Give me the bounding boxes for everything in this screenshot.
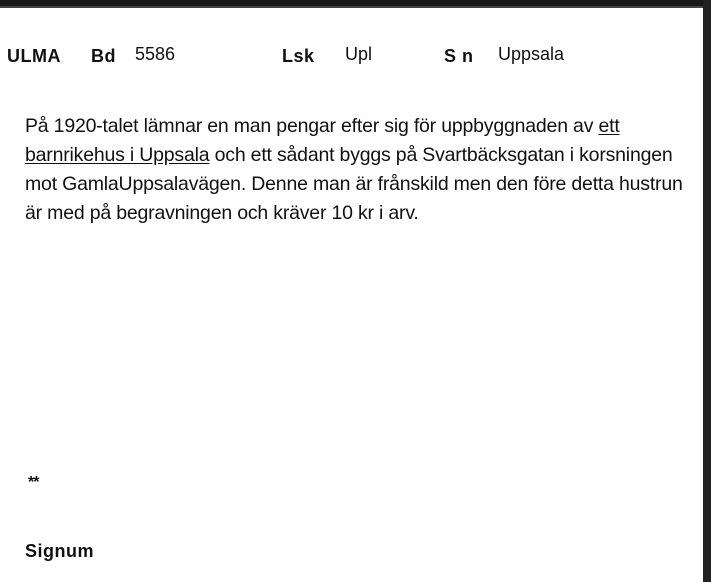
bd-value: 5586 [135,44,176,64]
archive-card [0,6,703,582]
card-header [7,44,693,74]
scan-edge [703,0,711,582]
archive-label: ULMA [7,46,61,66]
marker-asterisks: ** [28,474,39,491]
lsk-label: Lsk [282,46,315,66]
record-text [25,112,693,228]
sn-value: Uppsala [498,44,565,64]
record-text-part2: och ett sådant byggs på Svartbäcksgatan i korsningen mot GamlaUppsalavägen. Denne man är frånskild men den före detta hustrun är med på begravningen och kräver 10 kr i arv. [25,144,683,224]
sn-label: S n [444,46,474,66]
signum-label: Signum [25,541,94,561]
lsk-value: Upl [345,44,373,64]
record-text-part1: På 1920-talet lämnar en man pengar efter sig för uppbyggnaden av [25,115,599,137]
bd-label: Bd [91,46,116,66]
record-text-underlined: ett barnrikehus i Uppsala [25,115,620,166]
